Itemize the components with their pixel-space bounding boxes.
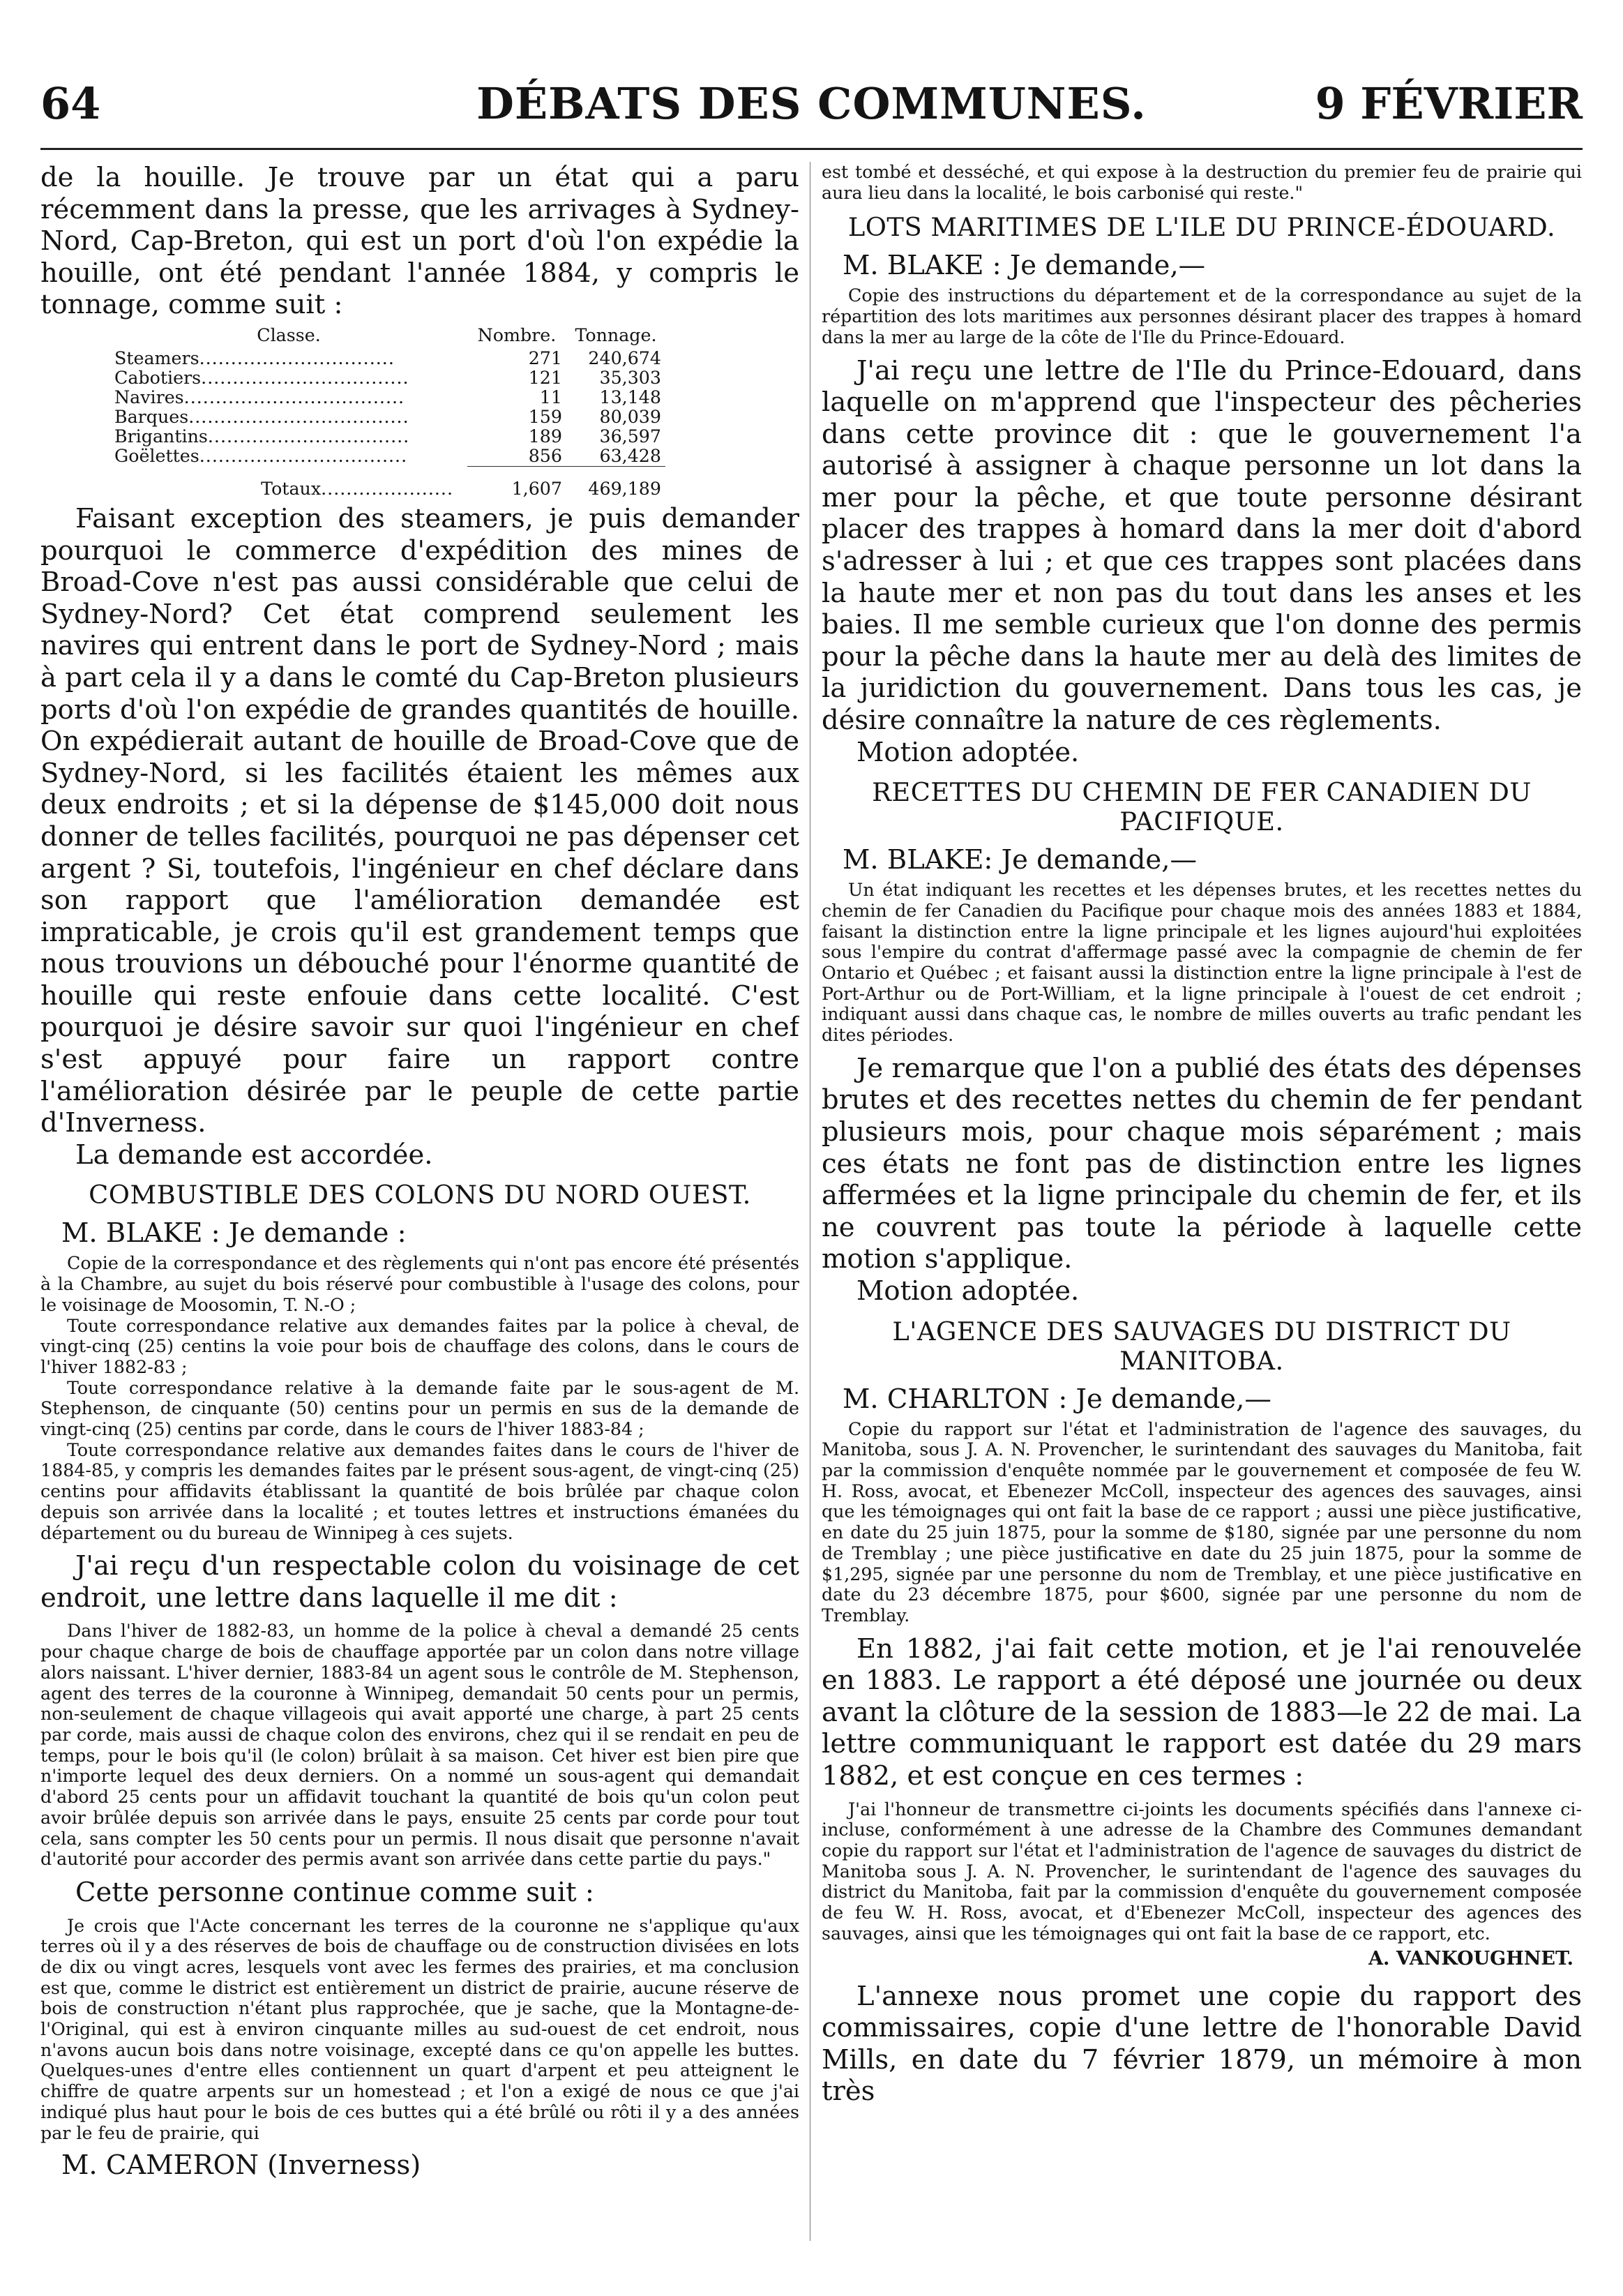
quotation: J'ai l'honneur de transmettre ci-joints les documents spécifiés dans l'annexe ci-incluse, conformément à une adresse de la Chambre des Communes demandant copie du rapport sur l'état et l'administration de l'agence de sauvages du district de Manitoba sous J. A. N. Provencher, le surintendant de l'agence des sauvages du district du Manitoba, fait par la commission d'enquête du gouvernement composée de feu W. H. Ross, avocat, et d'Ebenezer McColl, inspecteur des agences des sauvages, ainsi que les témoignages qui ont fait la base de ce rapport, etc. (822, 1799, 1582, 1944)
leader-dots: ................................. (201, 367, 409, 388)
table-cell: 121 (528, 367, 562, 388)
signature: A. VANKOUGHNET. (1368, 1947, 1573, 1969)
paragraph: Cette personne continue comme suit : (75, 1876, 594, 1908)
paragraph: Je remarque que l'on a publié des états des dépenses brutes et des recettes nettes du chemin de fer pendant plusieurs mois, pour chaque mois séparément ; mais ces états ne font pas de distinction entre les lignes affermées et la ligne principale du chemin de fer, et ils ne couvrent pas toute la période à laquelle cette motion s'applique. (822, 1052, 1582, 1275)
table-cell: 80,039 (599, 406, 661, 427)
shipping-table (110, 325, 665, 499)
table-cell: 469,189 (588, 478, 661, 499)
page-number: 64 (40, 78, 101, 129)
table-header: Nombre. (477, 324, 557, 345)
speaker-line: M. BLAKE: Je demande,— (843, 844, 1197, 876)
spacer (822, 348, 1582, 355)
leader-dots: ................................... (183, 387, 405, 407)
page-title: DÉBATS DES COMMUNES. (476, 78, 1147, 129)
right-column (822, 162, 1582, 2108)
table-cell: 159 (528, 406, 562, 427)
motion-text: Copie du rapport sur l'état et l'administration de l'agence des sauvages, du Manitoba, sous J. A. N. Provencher, le surintendant des sauvages du Manitoba, fait par la commission d'enquête nommée par le gouvernement et composée de feu W. H. Ross, avocat, et Ebenezer McColl, inspecteur des agences des sauvages, ainsi que les témoignages qui ont fait la base de ce rapport ; aussi une pièce justificative, en date du 25 juin 1875, pour la somme de $180, signée par une personne du nom de Tremblay ; une pièce justificative en date du 25 juin 1875, pour la somme de $1,295, signée par une personne du nom de Tremblay, et une pièce justificative en date du 23 décembre 1875, pour $600, signée par une personne du nom de Tremblay. (822, 1418, 1582, 1626)
page-header (40, 78, 1583, 148)
paragraph: de la houille. Je trouve par un état qui a paru récemment dans la presse, que les arrivages à Sydney-Nord, Cap-Breton, qui est un port d'où l'on expédie la houille, ont été pendant l'année 1884, y compris le tonnage, comme suit : (40, 162, 799, 321)
footer-speaker: M. CAMERON (Inverness) (61, 2149, 421, 2182)
spacer (822, 1626, 1582, 1633)
table-row (110, 349, 665, 368)
table-cell: 856 (528, 445, 562, 466)
row-label: Navires (114, 387, 184, 407)
paragraph: J'ai reçu une lettre de l'Ile du Prince-Edouard, dans laquelle on m'apprend que l'inspecteur des pêcheries dans cette province dit : que le gouvernement l'a autorisé à assigner à chaque personne un lot dans la mer pour la pêche, et que toute personne désirant placer des trappes à homard dans la mer doit d'abord s'adresser à lui ; et que ces trappes sont placées dans la haute mer et non pas du tout dans les anses et les baies. Il me semble curieux que l'on donne des permis pour la pêche dans la haute mer au delà des limites de la juridiction du gouvernement. Dans tous les cas, je désire connaître la nature de ces règlements. (822, 354, 1582, 737)
section-heading: COMBUSTIBLE DES COLONS DU NORD OUEST. (89, 1180, 751, 1210)
row-label: Brigantins (114, 426, 208, 447)
speaker-line: M. CHARLTON : Je demande,— (843, 1383, 1271, 1415)
motion-text: Toute correspondance relative à la demande faite par le sous-agent de M. Stephenson, de cinquante (50) centins pour un permis en sus de la demande de vingt-cinq (25) centins par corde, dans le cours de l'hiver 1883-84 ; (40, 1377, 799, 1440)
table-cell: 189 (528, 426, 562, 447)
table-cell: 35,303 (599, 367, 661, 388)
paragraph: Faisant exception des steamers, je puis demander pourquoi le commerce d'expédition des mines de Broad-Cove n'est pas aussi considérable que celui de Sydney-Nord? Cet état comprend seulement les navires qui entrent dans le port de Sydney-Nord ; mais à part cela il y a dans le comté du Cap-Breton plusieurs ports d'où l'on expédie de grandes quantités de houille. On expédierait autant de houille de Broad-Cove que de Sydney-Nord, si les facilités étaient les mêmes aux deux endroits ; et si la dépense de $145,000 doit nous donner de telles facilités, pourquoi ne pas dépenser cet argent ? Si, toutefois, l'ingénieur en chef déclare dans son rapport que l'amélioration demandée est impraticable, je crois qu'il est grandement temps que nous trouvions un débouché pour l'énorme quantité de houille qui reste enfouie dans cette localité. C'est pourquoi je désire savoir sur quoi l'ingénieur en chef s'est appuyé pour faire un rapport contre l'amélioration désirée par le peuple de cette partie d'Inverness. (40, 502, 799, 1139)
table-header: Tonnage. (575, 324, 657, 345)
section-heading: LOTS MARITIMES DE L'ILE DU PRINCE-ÉDOUARD. (847, 212, 1556, 243)
paragraph: J'ai reçu d'un respectable colon du voisinage de cet endroit, une lettre dans laquelle il me dit : (40, 1550, 799, 1614)
page-date: 9 FÉVRIER (1315, 78, 1583, 129)
paragraph: L'annexe nous promet une copie du rapport des commissaires, copie d'une lettre de l'honorable David Mills, en date du 7 février 1879, un mémoire à mon très (822, 1980, 1582, 2108)
table-cell: 240,674 (588, 347, 661, 368)
motion-text: Toute correspondance relative aux demandes faites dans le cours de l'hiver de 1884-85, y compris les demandes faites par le présent sous-agent, de vingt-cinq (25) centins pour affidavits établissant la quantité de bois brûlée par chaque colon depuis son arrivée dans la localité ; et toutes lettres et instructions émanées du département ou du bureau de Winnipeg à ces sujets. (40, 1439, 799, 1543)
table-row (110, 388, 665, 407)
table-cell (110, 427, 467, 447)
table-cell (110, 388, 467, 407)
spacer (822, 1046, 1582, 1053)
spacer (40, 1870, 799, 1877)
table-total-row (110, 471, 665, 499)
paragraph: La demande est accordée. (75, 1139, 433, 1171)
table-row (110, 368, 665, 388)
section-heading: RECETTES DU CHEMIN DE FER CANADIEN DU PACIFIQUE. (872, 777, 1532, 837)
table-cell (110, 447, 467, 467)
section-heading: L'AGENCE DES SAUVAGES DU DISTRICT DU MANITOBA. (892, 1316, 1511, 1376)
quotation: Je crois que l'Acte concernant les terres de la couronne ne s'applique qu'aux terres où il y a des réserves de bois de chauffage ou de construction divisées en lots de dix ou vingt acres, lesquels vont avec les fermes des prairies, et ma conclusion est que, comme le district est entièrement un district de prairie, aucune réserve de bois de construction n'étant plus rapprochée, que je sache, que la Montagne-de-l'Original, qui est à environ cinquante milles au sud-ouest de cet endroit, nous n'avons aucun bois dans notre voisinage, excepté dans ce qu'on appelle les buttes. Quelques-unes d'entre elles contiennent un quart d'arpent et peu atteignent le chiffre de quatre arpents sur un homestead ; et l'on a exigé de nous ce que j'ai indiqué plus haut pour le bois de ces buttes qui a été brûlé ou rôti il y a des années par le feu de prairie, qui (40, 1915, 799, 2143)
row-label: Goëlettes (114, 446, 199, 467)
table-cell (110, 368, 467, 388)
motion-text: Copie des instructions du département et de la correspondance au sujet de la répartition des lots maritimes aux personnes désirant placer des trappes à homard dans la mer au large de la côte de l'Ile du Prince-Edouard. (822, 285, 1582, 347)
table-cell: 11 (539, 387, 562, 407)
motion-text: Toute correspondance relative aux demandes faites par la police à cheval, de vingt-cinq (25) centins la voie pour bois de chauffage des colons, dans le cours de l'hiver 1882-83 ; (40, 1315, 799, 1377)
table-cell: 271 (528, 347, 562, 368)
leader-dots: ................................... (188, 406, 409, 427)
table-cell: 13,148 (599, 387, 661, 407)
table-row (110, 447, 665, 467)
leader-dots: ..................... (321, 478, 453, 499)
spacer (822, 1792, 1582, 1799)
spacer (40, 1543, 799, 1550)
table-row (110, 407, 665, 427)
leader-dots: ................................. (199, 446, 408, 467)
motion-text: Copie de la correspondance et des règlements qui n'ont pas encore été présentés à la Chambre, au sujet du bois réservé pour combustible à l'usage des colons, pour le voisinage de Moosomin, T. N.-O ; (40, 1253, 799, 1315)
quotation: Dans l'hiver de 1882-83, un homme de la police à cheval a demandé 25 cents pour chaque charge de bois de chauffage apportée par un colon dans notre village alors naissant. L'hiver dernier, 1883-84 un agent sous le contrôle de M. Stephenson, agent des terres de la couronne à Winnipeg, demandait 50 cents pour un permis, non-seulement de chaque villageois qui avait apporté une charge, à part 25 cents par corde, mais aussi de chaque colon des environs, chez qui il se rendait en peu de temps, pour le bois qu'il (le colon) brûlait à sa maison. Cet hiver est bien pire que n'importe lequel des deux derniers. On a nommé un sous-agent qui demandait d'abord 25 cents pour un affidavit touchant la quantité de bois qu'un colon peut avoir brûlée depuis son arrivée dans le pays, ensuite 25 cents par corde pour tout cela, sans compter les 50 cents pour un permis. Il nous disait que personne n'avait d'autorité pour accorder des permis avant son arrivée dans cette partie du pays." (40, 1621, 799, 1870)
row-label: Steamers (114, 347, 199, 368)
table-row (110, 427, 665, 447)
leader-dots: ............................... (199, 347, 395, 368)
spacer (40, 1614, 799, 1621)
motion-text: Un état indiquant les recettes et les dépenses brutes, et les recettes nettes du chemin de fer Canadien du Pacifique pour chaque mois des années 1883 et 1884, faisant la distinction entre la ligne principale et les lignes aujourd'hui exploitées sous l'empire du contrat d'affermage passé avec la compagnie de chemin de fer Ontario et Québec ; et faisant aussi la distinction entre la ligne principale à l'est de Port-Arthur ou de Port-William, et la ligne principale à l'ouest de cet endroit ; indiquant aussi dans chaque cas, le nombre de milles ouverts au trafic pendant les dites périodes. (822, 880, 1582, 1046)
paragraph: Motion adoptée. (856, 736, 1080, 768)
table-cell (110, 349, 467, 368)
paragraph: En 1882, j'ai fait cette motion, et je l'ai renouvelée en 1883. Le rapport a été déposé une journée ou deux avant la clôture de la session de 1883—le 22 de mai. La lettre communiquant le rapport est datée du 29 mars 1882, et est conçue en ces termes : (822, 1633, 1582, 1792)
total-label: Totaux (261, 478, 322, 499)
table-cell: 63,428 (599, 445, 661, 466)
table-header-row (110, 325, 665, 349)
quotation-continued: est tombé et desséché, et qui expose à la destruction du premier feu de prairie qui aura lieu dans la localité, le bois carbonisé qui reste." (822, 162, 1582, 203)
left-column (40, 162, 799, 2185)
speaker-line: M. BLAKE : Je demande,— (843, 250, 1206, 282)
header-rule (40, 148, 1583, 150)
row-label: Cabotiers (114, 367, 202, 388)
table-cell (110, 407, 467, 427)
table-cell: 36,597 (599, 426, 661, 447)
leader-dots: ................................ (207, 426, 410, 447)
table-cell: 1,607 (511, 478, 562, 499)
speaker-line: M. BLAKE : Je demande : (61, 1217, 407, 1250)
table-header: Classe. (257, 324, 321, 345)
table-cell (110, 471, 467, 499)
row-label: Barques (114, 406, 189, 427)
spacer (40, 1909, 799, 1916)
paragraph: Motion adoptée. (856, 1275, 1080, 1307)
